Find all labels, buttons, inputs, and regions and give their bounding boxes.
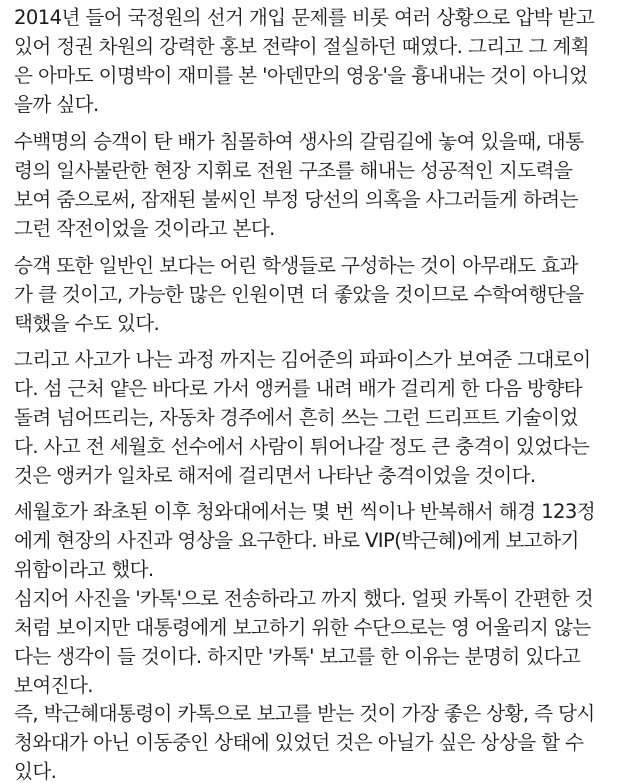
text-line: 그런 작전이었을 것이라고 본다. <box>14 217 275 240</box>
text-line: 을까 싶다. <box>14 93 99 116</box>
text-line: 심지어 사진을 '카톡'으로 전송하라고 까지 했다. 얼핏 카톡이 간편한 것 <box>14 587 594 610</box>
text-line: 그리고 사고가 나는 과정 까지는 김어준의 파파이스가 보여준 그대로이 <box>14 348 591 371</box>
text-line: 택했을 수도 있다. <box>14 312 160 335</box>
text-line: 승객 또한 일반인 보다는 어린 학생들로 구성하는 것이 아무래도 효과 <box>14 254 578 277</box>
text-line: 은 아마도 이명박이 재미를 본 '아덴만의 영웅'을 흉내내는 것이 아니었 <box>14 64 588 87</box>
text-line: 위함이라고 했다. <box>14 558 154 581</box>
text-line: 수백명의 승객이 탄 배가 침몰하여 생사의 갈림길에 놓여 있을때, 대통 <box>14 130 584 153</box>
paragraph-6 <box>14 699 634 783</box>
text-line: 있어 정권 차원의 강력한 홍보 전략이 절실하던 때였다. 그리고 그 계획 <box>14 35 590 58</box>
text-line: 다는 생각이 들 것이다. 하지만 '카톡' 보고를 한 이유는 분명히 있다고 <box>14 645 581 668</box>
text-line: 돌려 넘어뜨리는, 자동차 경주에서 흔히 쓰는 그런 드리프트 기술이었 <box>14 406 578 429</box>
text-line: 에게 현장의 사진과 영상을 요구한다. 바로 VIP(박근혜)에게 보고하기 <box>14 529 579 552</box>
paragraph-1 <box>14 3 634 119</box>
text-line: 즉, 박근혜대통령이 카톡으로 보고를 받는 것이 가장 좋은 상황, 즉 당시 <box>14 702 595 725</box>
text-line: 청와대가 아닌 이동중인 상태에 있었던 것은 아닐가 싶은 상상을 할 수 <box>14 731 584 754</box>
text-line: 보여진다. <box>14 674 93 697</box>
text-line: 있다. <box>14 760 57 783</box>
paragraph-5 <box>14 497 634 700</box>
paragraph-2 <box>14 127 634 243</box>
text-line: 처럼 보이지만 대통령에게 보고하기 위한 수단으로는 영 어울리지 않는 <box>14 616 591 639</box>
text-line: 다. 섬 근처 얕은 바다로 가서 앵커를 내려 배가 걸리게 한 다음 방향타 <box>14 377 583 400</box>
text-line: 보여 줌으로써, 잠재된 불씨인 부정 당선의 의혹을 사그러들게 하려는 <box>14 188 578 211</box>
text-line: 가 클 것이고, 가능한 많은 인원이면 더 좋았을 것이므로 수학여행단을 <box>14 283 584 306</box>
text-line: 2014년 들어 국정원의 선거 개입 문제를 비롯 여러 상황으로 압박 받고 <box>14 6 595 29</box>
paragraph-3 <box>14 251 634 338</box>
text-line: 다. 사고 전 세월호 선수에서 사람이 튀어나갈 정도 큰 충격이 있었다는 <box>14 435 590 458</box>
paragraph-4 <box>14 345 634 490</box>
text-line: 세월호가 좌초된 이후 청와대에서는 몇 번 씩이나 반복해서 해경 123정 <box>14 500 596 523</box>
text-line: 령의 일사불란한 현장 지휘로 전원 구조를 해내는 성공적인 지도력을 <box>14 159 573 182</box>
text-line: 것은 앵커가 일차로 해저에 걸리면서 나타난 충격이었을 것이다. <box>14 464 536 487</box>
